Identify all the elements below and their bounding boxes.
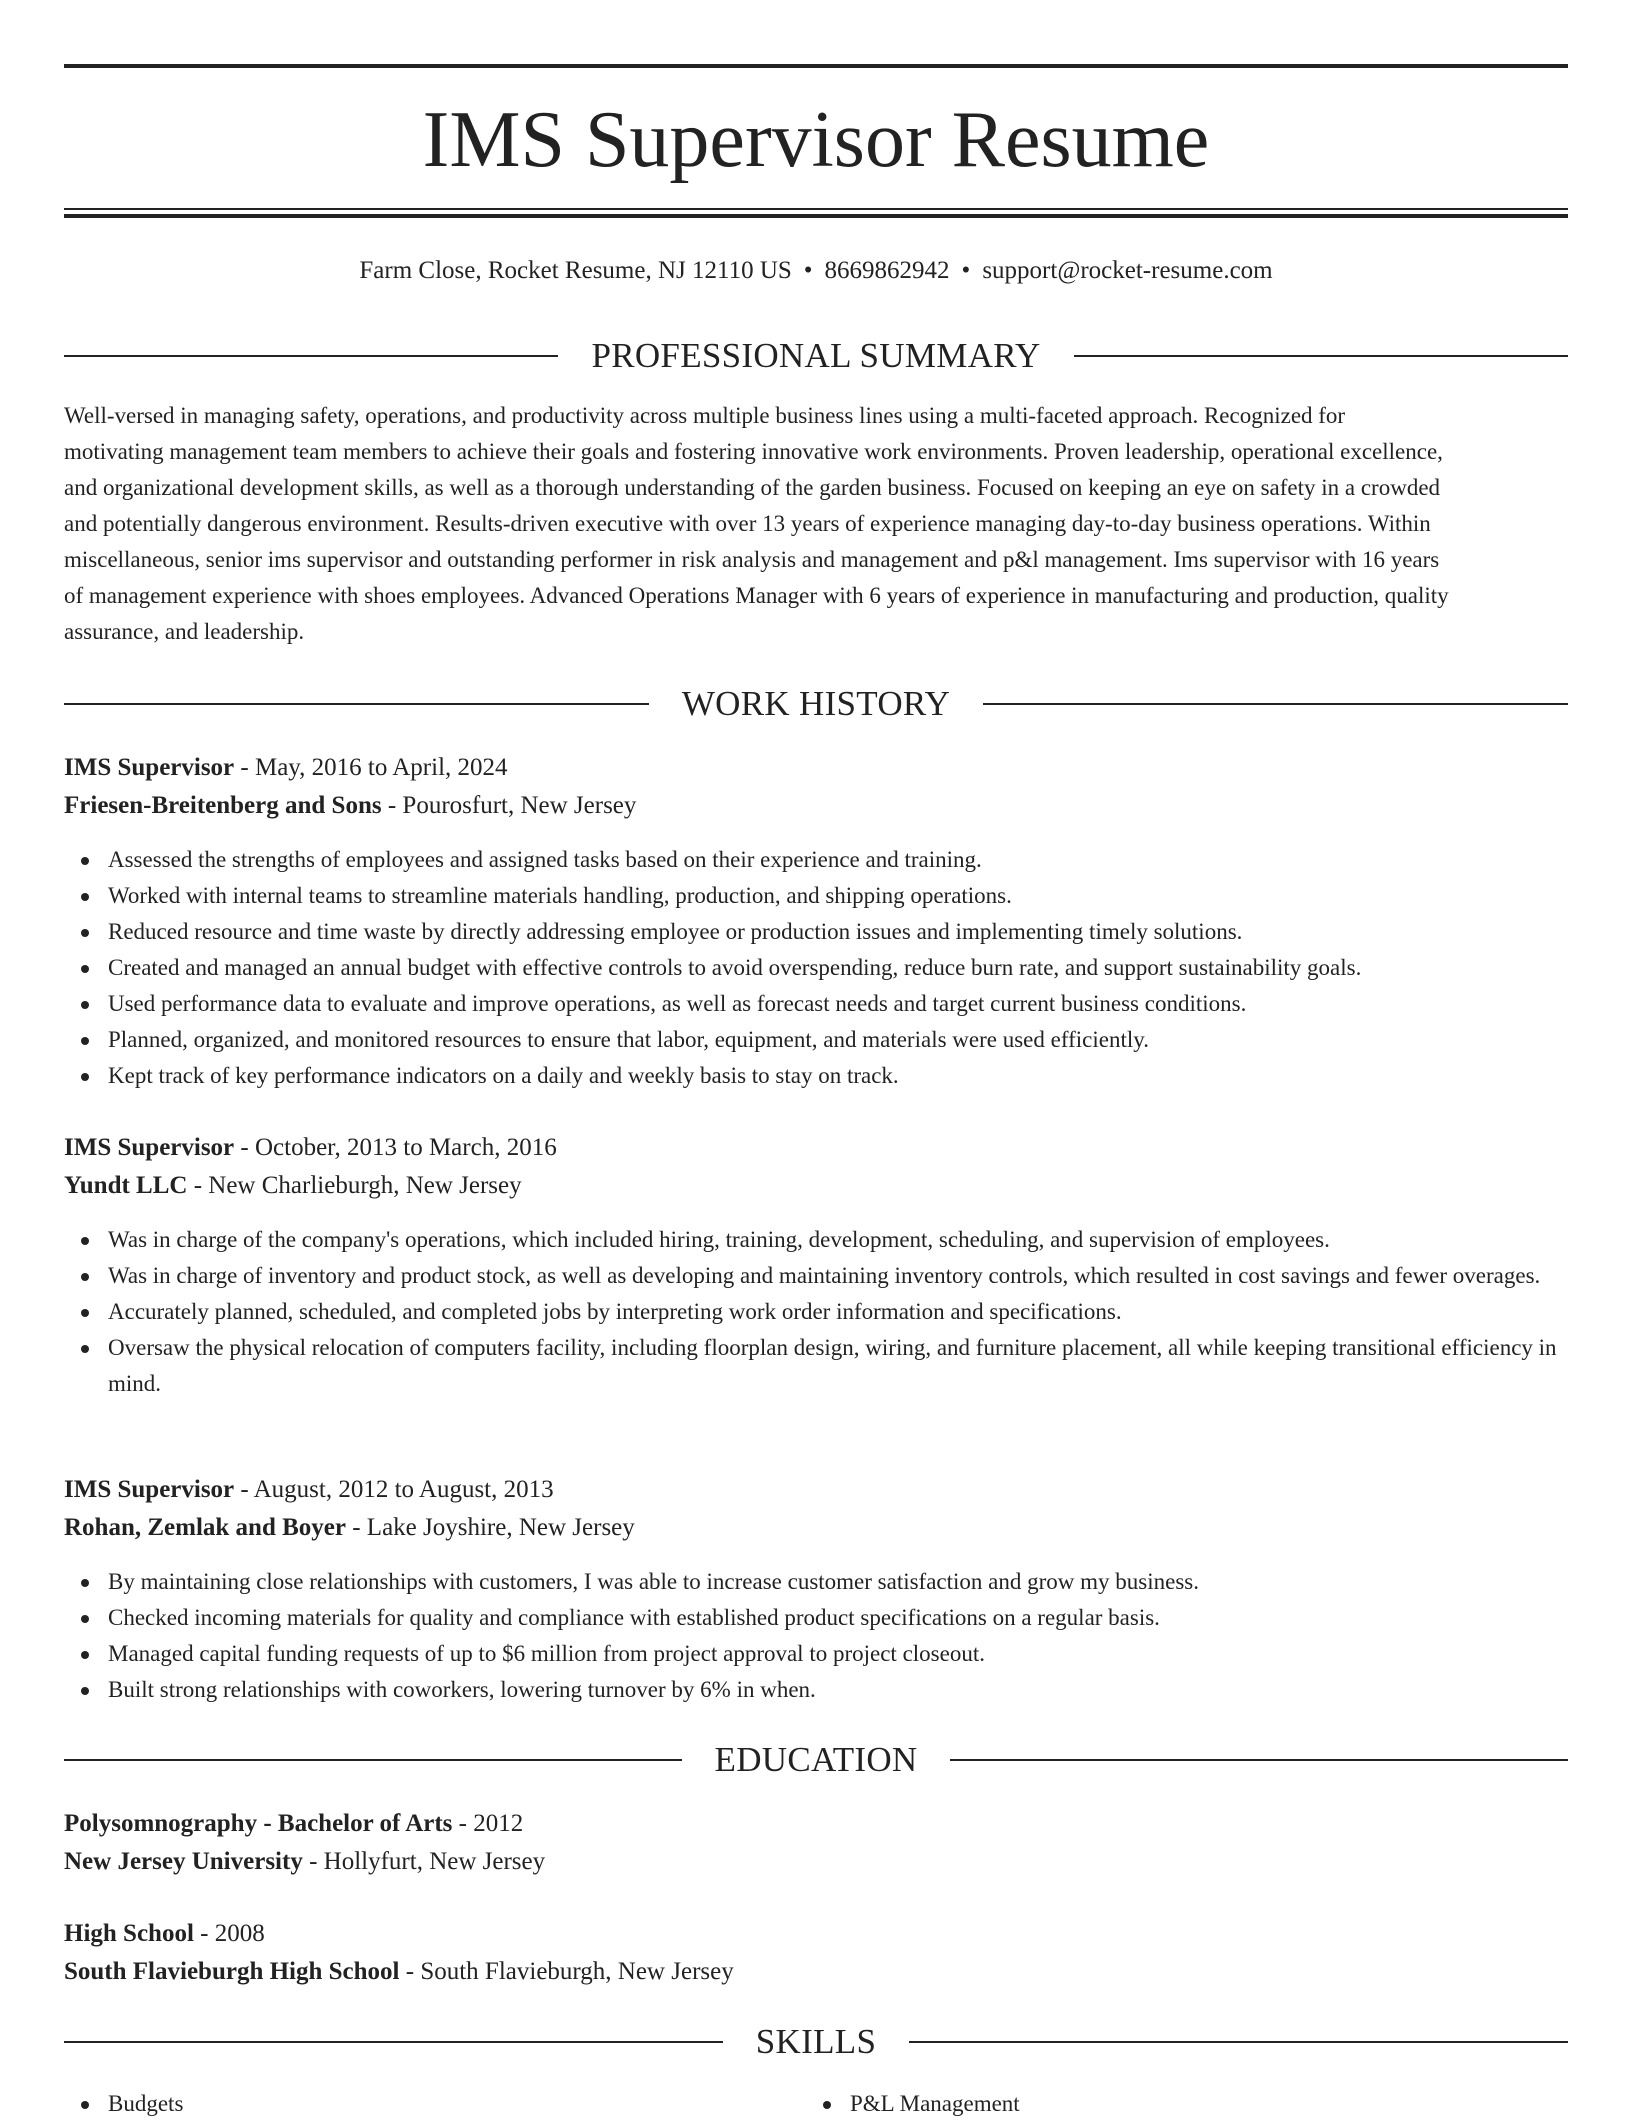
job-title: IMS Supervisor — [64, 1476, 235, 1503]
list-item: Kept track of key performance indicators on a daily and weekly basis to stay on track. — [108, 1058, 1612, 1094]
job-title-line — [64, 750, 1568, 786]
contact-address: Farm Close, Rocket Resume, NJ 12110 US — [359, 257, 792, 284]
list-item: Used performance data to evaluate and improve operations, as well as forecast needs and target current business conditions. — [108, 986, 1612, 1022]
summary-line: motivating management team members to achieve their goals and fostering innovative work environments. Proven leadership, operational excellence, — [64, 439, 1443, 464]
edu-year: - 2008 — [193, 1920, 265, 1947]
divider — [64, 703, 649, 705]
contact-separator: • — [803, 257, 813, 284]
section-title: WORK HISTORY — [681, 684, 951, 723]
list-item: Planned, organized, and monitored resources to ensure that labor, equipment, and materials were used efficiently. — [108, 1022, 1612, 1058]
job-title-line — [64, 1472, 1568, 1508]
job-bullets — [64, 1222, 1612, 1402]
edu-school-line — [64, 1954, 1568, 1990]
job-company: Rohan, Zemlak and Boyer — [64, 1514, 346, 1541]
job-location: - Lake Joyshire, New Jersey — [345, 1514, 635, 1541]
list-item: Accurately planned, scheduled, and completed jobs by interpreting work order information and specifications. — [108, 1294, 1612, 1330]
contact-info — [64, 254, 1568, 288]
section-heading-work — [64, 682, 1568, 726]
divider — [1074, 355, 1568, 357]
job-bullets — [64, 1564, 1612, 1708]
edu-school: New Jersey University — [64, 1848, 303, 1875]
skills-list-right — [806, 2086, 1020, 2122]
section-heading-summary — [64, 334, 1568, 378]
job-company: Yundt LLC — [64, 1172, 188, 1199]
job-location: - Pourosfurt, New Jersey — [381, 792, 637, 819]
list-item: Reduced resource and time waste by directly addressing employee or production issues and implementing timely solutions. — [108, 914, 1612, 950]
list-item: Managed capital funding requests of up to $6 million from project approval to project closeout. — [108, 1636, 1612, 1672]
title-rule-upper — [64, 208, 1568, 210]
divider — [64, 1759, 682, 1761]
edu-location: - South Flavieburgh, New Jersey — [399, 1958, 734, 1985]
job-bullets — [64, 842, 1612, 1094]
top-rule — [64, 64, 1568, 68]
section-title: SKILLS — [755, 2022, 877, 2061]
summary-line: and organizational development skills, as well as a thorough understanding of the garden business. Focused on keeping an eye on safety in a crowded — [64, 475, 1441, 500]
edu-degree-line — [64, 1806, 1568, 1842]
edu-location: - Hollyfurt, New Jersey — [302, 1848, 546, 1875]
job-dates: - October, 2013 to March, 2016 — [234, 1134, 557, 1161]
section-heading-skills — [64, 2020, 1568, 2064]
divider — [950, 1759, 1568, 1761]
list-item: Built strong relationships with coworkers, lowering turnover by 6% in when. — [108, 1672, 1612, 1708]
edu-degree: High School — [64, 1920, 194, 1947]
list-item: Checked incoming materials for quality and compliance with established product specifications on a regular basis. — [108, 1600, 1612, 1636]
summary-line: assurance, and leadership. — [64, 619, 305, 644]
summary-line: Well-versed in managing safety, operations, and productivity across multiple business lines using a multi-faceted approach. Recognized for — [64, 403, 1346, 428]
edu-school-line — [64, 1844, 1568, 1880]
section-title: PROFESSIONAL SUMMARY — [591, 336, 1041, 375]
edu-year: - 2012 — [452, 1810, 524, 1837]
list-item: Oversaw the physical relocation of computers facility, including floorplan design, wiring, and furniture placement, all while keeping transitional efficiency in mind. — [108, 1330, 1612, 1402]
summary-line: and potentially dangerous environment. Results-driven executive with over 13 years of experience managing day-to-day business operations. Within — [64, 511, 1431, 536]
job-company-line — [64, 1168, 1568, 1204]
divider — [64, 355, 558, 357]
job-title-line — [64, 1130, 1568, 1166]
job-company-line — [64, 788, 1568, 824]
title-rule-lower — [64, 214, 1568, 218]
list-item: By maintaining close relationships with customers, I was able to increase customer satisfaction and grow my business. — [108, 1564, 1612, 1600]
skills-list-left — [64, 2086, 183, 2122]
list-item: Worked with internal teams to streamline materials handling, production, and shipping operations. — [108, 878, 1612, 914]
summary-line: of management experience with shoes employees. Advanced Operations Manager with 6 years of experience in manufacturing and production, quality — [64, 583, 1449, 608]
job-dates: - May, 2016 to April, 2024 — [234, 754, 508, 781]
edu-degree-line — [64, 1916, 1568, 1952]
list-item: Was in charge of inventory and product stock, as well as developing and maintaining inventory controls, which resulted in cost savings and fewer overages. — [108, 1258, 1612, 1294]
section-title: EDUCATION — [714, 1740, 918, 1779]
job-dates: - August, 2012 to August, 2013 — [234, 1476, 554, 1503]
job-company-line — [64, 1510, 1568, 1546]
edu-school: South Flavieburgh High School — [64, 1958, 400, 1985]
divider — [64, 2041, 723, 2043]
summary-text — [64, 398, 1568, 650]
summary-line: miscellaneous, senior ims supervisor and outstanding performer in risk analysis and management and p&l management. Ims supervisor with 16 years — [64, 547, 1440, 572]
job-title: IMS Supervisor — [64, 1134, 235, 1161]
section-heading-education — [64, 1738, 1568, 1782]
divider — [983, 703, 1568, 705]
page-title: IMS Supervisor Resume — [422, 96, 1210, 184]
divider — [909, 2041, 1568, 2043]
job-location: - New Charlieburgh, New Jersey — [187, 1172, 522, 1199]
list-item: Created and managed an annual budget with effective controls to avoid overspending, reduce burn rate, and support sustainability goals. — [108, 950, 1612, 986]
contact-phone: 8669862942 — [824, 257, 950, 284]
job-company: Friesen-Breitenberg and Sons — [64, 792, 382, 819]
job-title: IMS Supervisor — [64, 754, 235, 781]
skill-item: Budgets — [108, 2086, 183, 2122]
list-item: Was in charge of the company's operations, which included hiring, training, development, scheduling, and supervision of employees. — [108, 1222, 1612, 1258]
contact-separator: • — [961, 257, 971, 284]
contact-email: support@rocket-resume.com — [982, 257, 1273, 284]
list-item: Assessed the strengths of employees and assigned tasks based on their experience and training. — [108, 842, 1612, 878]
skill-item: P&L Management — [850, 2086, 1020, 2122]
edu-degree: Polysomnography - Bachelor of Arts — [64, 1810, 453, 1837]
